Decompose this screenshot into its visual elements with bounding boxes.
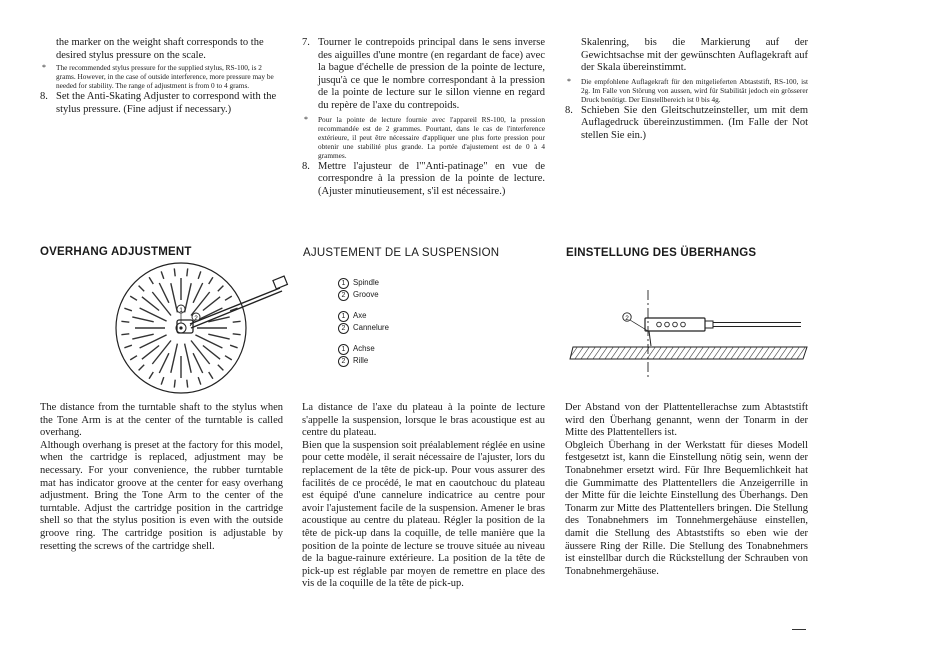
legend-row-2 [338,355,389,367]
mat-outer-rib [187,380,188,388]
heading-einstellung-ueberhangs: EINSTELLUNG DES ÜBERHANGS [566,247,757,259]
turntable-side-view-diagram [565,287,830,382]
spindle-center [179,326,182,329]
mat-outer-rib [218,365,224,371]
german-paragraph-1: Der Abstand von der Plattentellerachse zum Abtaststift wird den Überhang genannt, wenn der Tonarm in der Mitte des Plattentellers ist. [565,402,808,439]
legend-group-german [338,343,389,367]
french-step-7-text: Tourner le contrepoids principal dans le sens inverse des aiguilles d'une montre (en regardant de face) avec la bague d'échelle de pression de la pointe de lecture, jusqu'à ce que le nombre correspondant à la pression de la pointe de lecture sur le sillon vienne en regard du repère de l'axe du contrepoids. [318,37,545,111]
legend-groove: Groove [353,290,379,299]
mat-rib [193,353,203,373]
mat-rib [152,292,171,316]
legend-number-1: 1 [338,344,349,355]
mat-outer-rib [225,296,232,300]
german-body [565,402,808,578]
mat-outer-rib [149,277,153,284]
mat-rib [191,292,210,316]
english-note-text: The recommended stylus pressure for the supplied stylus, RS-100, is 2 grams. However, in the case of outside interference, more pressure may be needed for stability. The range of adjustment is from 0 to 4 grams. [56,63,274,91]
mat-outer-rib [139,286,145,292]
legend-number-2: 2 [338,323,349,334]
mat-outer-rib [218,286,224,292]
cartridge-shell-side [645,318,705,331]
mat-rib [203,346,220,360]
mat-rib [171,283,178,312]
french-step-8-text: Mettre l'ajusteur de l'"Anti-patinage" en vue de correspondre à la pression de la pointe de lecture. (Ajuster minutieusement, s'il est nécessaire.) [318,160,545,197]
mat-outer-rib [121,334,129,335]
mat-rib [171,344,178,373]
mat-rib [132,334,153,339]
french-note-text: Pour la pointe de lecture fournie avec l'appareil RS-100, la pression recommandée est de 2 grammes. Pourtant, dans le cas de l'interference extérieure, il peut être nécessaire d'appliquer une plus forte pression pour obtenir une stabilité plus grande. La portée d'ajustement est de 0 à 4 grammes. [318,114,545,160]
mat-rib [203,297,220,311]
mat-outer-rib [233,321,241,322]
french-paragraph-2: Bien que la suspension soit préalablement réglée en usine pour cette modèle, il serait nécessaire de l'ajuster, lors du replacement de la tête de pick-up. Pour vous assurer des facilités de ce procédé, le mat en caoutchouc du plateau est équipé d'une cannelure indicatrice au centre pour avoir l'ajustement facile de la suspension. Amener le bras acoustique au centre du plateau. Régler la position de la tête de pick-up dans la coquille, de telle manière que la position de la pointe de lecture se trouve située au niveau de la bague-rainure extérieure. La position de la tête de pick-up est réglable par moyen de remettre en place des vis de la coquille de la tête de pick-up. [302,439,545,590]
top-english-column [40,37,283,116]
heading-ajustement-suspension: AJUSTEMENT DE LA SUSPENSION [303,247,500,259]
german-step-8 [565,105,808,143]
legend-rille: Rille [353,356,369,365]
mat-rib [159,283,169,303]
legend-spindle: Spindle [353,278,380,287]
callout-2-label: 2 [194,315,198,322]
mat-outer-rib [174,380,175,388]
english-paragraph-1: The distance from the turntable shaft to the stylus when the Tone Arm is at the center of the turntable is called overhang. [40,402,283,439]
legend-cannelure: Cannelure [353,323,389,332]
mat-rib [208,334,229,339]
german-continuation-text: Skalenring, bis die Markierung auf der Gewichtsachse mit der gewünschten Auflagekraft auf der Skala übereinstimmt. [581,37,808,74]
top-french-column [302,37,545,198]
german-paragraph-2: Obgleich Überhang in der Werkstatt für dieses Modell festgesetzt ist, kann die Einstellung nötig sein, wenn der Tonabnehmer ersetzt wird. Für Ihre Bequemlichkeit hat die Gummimatte des Plattentellers die Anzeigerrille in der Mitte für die leichte Einstellung des Überhangs. Den Tonarm zur Mitte des Plattentellers bringen. Die Stellung des Tonabnehmers im Tonnehmergehäuse einstellen, damit die Stellung des Abtaststifts so eben wie der äussere Ring der Rille. Die Stellung des Tonabnehmers ist einstellbar durch die Rückstellung der Schrauben von Tonabnehmergehäuse. [565,439,808,577]
page-mark [792,629,806,630]
step-number: 7. [302,37,310,48]
mat-rib [132,317,153,322]
legend-number-1: 1 [338,311,349,322]
callout-2-side-label: 2 [625,315,629,322]
mat-outer-rib [161,377,164,385]
platter-mat-section [570,347,807,359]
callout-legend [338,277,389,367]
german-pressure-note [565,77,808,104]
note-asterisk: * [304,114,308,124]
mat-outer-rib [130,296,137,300]
mat-outer-rib [161,271,164,279]
legend-row-2 [338,289,389,301]
mat-rib [193,283,203,303]
mat-outer-rib [174,268,175,276]
mat-rib [191,341,210,365]
english-paragraph-2: Although overhang is preset at the factory for this model, when the cartridge is replaced, adjustment may be necessary. For your convenience, the rubber turntable mat has indicator groove at the center for easy overhang adjustment. Bring the Tone Arm to the center of the turntable. Adjust the cartridge position in the cartridge shell so that the stylus position is even with the outside groove ring. The cartridge position is adjustable by resetting the screws of the cartridge shell. [40,439,283,552]
legend-number-2: 2 [338,290,349,301]
french-step-7 [302,37,545,113]
mat-outer-rib [233,334,241,335]
mat-rib [152,341,171,365]
mat-outer-rib [121,321,129,322]
mat-rib [185,283,192,312]
mat-outer-rib [149,372,153,379]
french-step-8 [302,161,545,199]
mat-outer-rib [130,356,137,360]
top-german-column [565,37,808,143]
step-number: 8. [302,160,310,172]
french-body [302,402,545,591]
legend-row-1 [338,277,389,289]
step-number: 8. [40,91,48,103]
note-asterisk: * [42,63,46,73]
legend-row-2 [338,322,389,334]
mat-outer-rib [139,365,145,371]
legend-group-english [338,277,389,301]
mat-outer-rib [225,356,232,360]
legend-row-1 [338,310,389,322]
mat-outer-rib [198,377,201,385]
turntable-top-view-diagram [108,258,298,398]
step-number: 8. [565,104,573,116]
legend-axe: Axe [353,311,367,320]
mat-rib [142,346,159,360]
mat-outer-rib [187,268,188,276]
heading-overhang-adjustment: OVERHANG ADJUSTMENT [40,246,192,258]
note-asterisk: * [567,76,571,86]
mat-outer-rib [124,308,131,311]
mat-rib [159,353,169,373]
mat-outer-rib [124,345,131,348]
callout-1-label: 1 [179,307,183,314]
legend-row-1 [338,343,389,355]
tone-arm-side [645,318,801,346]
legend-group-french [338,310,389,334]
german-note-text: Die empfohlene Auflagekraft für den mitgelieferten Abtaststift, RS-100, ist 2g. Im Falle von Störung von aussen, wird für Stabilität jedoch ein grösserer Druck benötigt. Der Einstellbereich ist 0 bis 4g. [581,76,808,104]
mat-outer-rib [230,345,238,348]
english-pressure-note [40,63,283,90]
legend-achse: Achse [353,344,375,353]
mat-outer-rib [198,271,201,279]
legend-number-2: 2 [338,356,349,367]
english-step-8 [40,91,283,116]
french-pressure-note [302,115,545,160]
mat-rib [185,344,192,373]
english-continuation-text: the marker on the weight shaft corresponds to the desired stylus pressure on the scale. [56,37,264,61]
french-paragraph-1: La distance de l'axe du plateau à la pointe de lecture s'appelle la suspension, lorsque le bras acoustique est au centre du plateau. [302,402,545,439]
tone-arm [177,276,287,333]
english-body [40,402,283,553]
german-step-8-text: Schieben Sie den Gleitschutzeinsteller, um mit dem Auflagedruck übereinzustimmen. (Im Falle der Not stellen Sie ein.) [581,104,808,141]
legend-number-1: 1 [338,278,349,289]
mat-outer-rib [209,372,213,379]
mat-outer-rib [209,277,213,284]
callout-2-marker-side [623,313,648,331]
mat-rib [142,297,159,311]
english-step-8-text: Set the Anti-Skating Adjuster to correspond with the stylus pressure. (Fine adjust if necessary.) [56,91,277,115]
